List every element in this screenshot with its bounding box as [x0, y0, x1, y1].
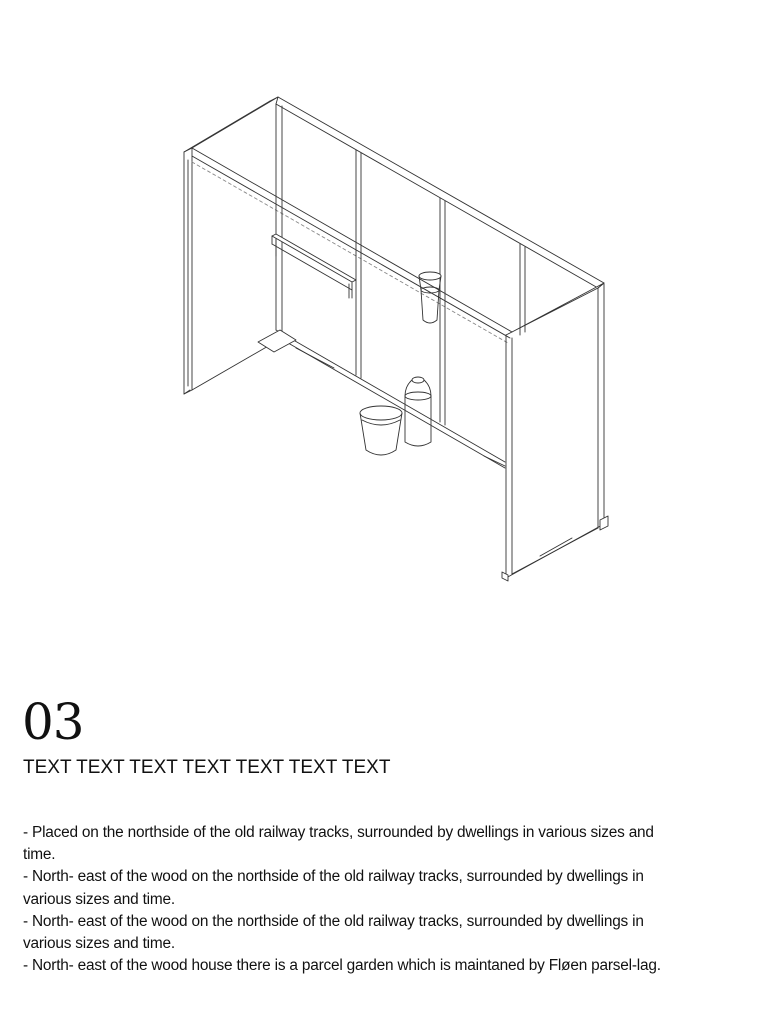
- description-item: - North- east of the wood on the northside of the old railway tracks, surrounded by dwellings in various sizes and time.: [23, 912, 644, 953]
- description-list: [23, 822, 673, 977]
- description-item: - North- east of the wood house there is a parcel garden which is maintaned by Fløen parsel-lag.: [23, 957, 661, 975]
- back-posts: [276, 104, 525, 425]
- hanging-cylinder: [419, 272, 441, 323]
- description-item: - Placed on the northside of the old railway tracks, surrounded by dwellings in various sizes and time.: [23, 824, 654, 864]
- bucket: [360, 406, 402, 455]
- left-wall: [184, 97, 278, 394]
- right-wall: [502, 283, 608, 581]
- bottom-rail: [258, 330, 505, 468]
- top-rail: [192, 97, 604, 343]
- shelf: [272, 234, 356, 298]
- description-item: - North- east of the wood on the northside of the old railway tracks, surrounded by dwellings in various sizes and time.: [23, 868, 644, 908]
- section-number: 03: [22, 693, 84, 751]
- section-heading: TEXT TEXT TEXT TEXT TEXT TEXT TEXT: [23, 757, 391, 778]
